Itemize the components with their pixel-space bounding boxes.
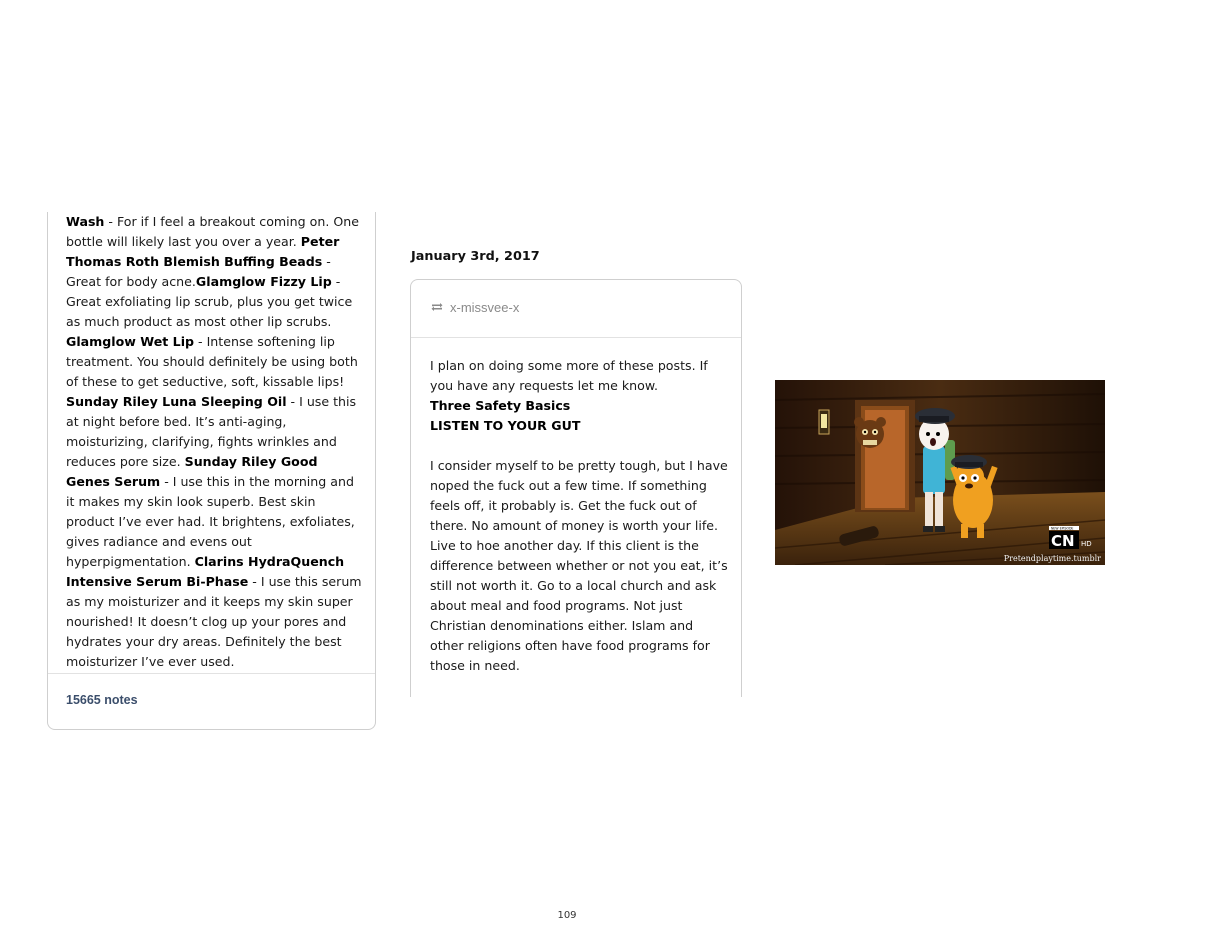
post-card-middle	[410, 279, 742, 697]
post-heading: Three Safety Basics	[430, 398, 571, 413]
gif-badge-text: NEW EPISODE	[1051, 526, 1074, 531]
card-divider	[411, 337, 741, 338]
product-description: - I use this in the morning and it makes my skin look superb. Best skin product I’ve ever had. It brightens, exfoliates, gives radiance and evens out hyperpigmentation.	[66, 474, 355, 569]
paragraph-gap	[430, 436, 730, 456]
product-name: Clarins HydraQuench Intensive Serum Bi-Phase	[66, 554, 345, 589]
product-description: - Great for body acne.	[66, 254, 331, 289]
reblog-attribution[interactable]	[430, 299, 519, 315]
product-name: Sunday Riley Good Genes Serum	[66, 454, 318, 489]
notes-count-link[interactable]: 15665 notes	[66, 693, 138, 707]
post-card-left	[47, 212, 376, 730]
post-gif-image	[775, 380, 1105, 565]
product-name: Glamglow Fizzy Lip	[195, 274, 332, 289]
post-subheading: LISTEN TO YOUR GUT	[430, 418, 581, 433]
post-intro: I plan on doing some more of these posts. If you have any requests let me know.	[430, 358, 708, 393]
product-name: Peter Thomas Roth Blemish Buffing Beads	[66, 234, 340, 269]
product-name: Sunday Riley Luna Sleeping Oil	[66, 394, 287, 409]
card-divider	[48, 673, 375, 674]
cn-hd-label: HD	[1081, 540, 1092, 548]
post-paragraph: I consider myself to be pretty tough, but I have noped the fuck out a few time. If something feels off, it probably is. Get the fuck out of there. No amount of money is worth your life. Live to hoe another day. If this client is the difference between whether or not you eat, it’s still not worth it. Go to a local church and ask about meal and food programs. Not just Christian denominations either. Islam and other religions often have food programs for those in need.	[430, 458, 728, 673]
product-name: Wash	[66, 214, 105, 229]
product-description: - I use this at night before bed. It’s anti-aging, moisturizing, clarifying, fights wrinkles and reduces pore size.	[66, 394, 357, 469]
product-description: - I use this serum as my moisturizer and it keeps my skin super nourished! It doesn’t clog up your pores and hydrates your dry areas. Definitely the best moisturizer I’ve ever used.	[66, 574, 362, 669]
post-body-left	[66, 212, 364, 672]
post-date: January 3rd, 2017	[411, 249, 540, 264]
post-body-middle	[430, 356, 730, 676]
gif-watermark: Pretendplaytime.tumblr	[1003, 554, 1101, 563]
product-description: - For if I feel a breakout coming on. One bottle will likely last you over a year.	[66, 214, 359, 249]
reblog-username[interactable]: x-missvee-x	[450, 299, 520, 315]
cn-logo: CN	[1051, 532, 1075, 550]
gif-scene	[775, 380, 1105, 565]
reblog-icon	[430, 302, 444, 312]
product-description: - Great exfoliating lip scrub, plus you get twice as much product as most other lip scrubs.	[66, 274, 353, 329]
page-number: 109	[557, 910, 577, 921]
product-name: Glamglow Wet Lip	[66, 334, 195, 349]
product-description: - Intense softening lip treatment. You should definitely be using both of these to get seductive, soft, kissable lips!	[66, 334, 358, 389]
